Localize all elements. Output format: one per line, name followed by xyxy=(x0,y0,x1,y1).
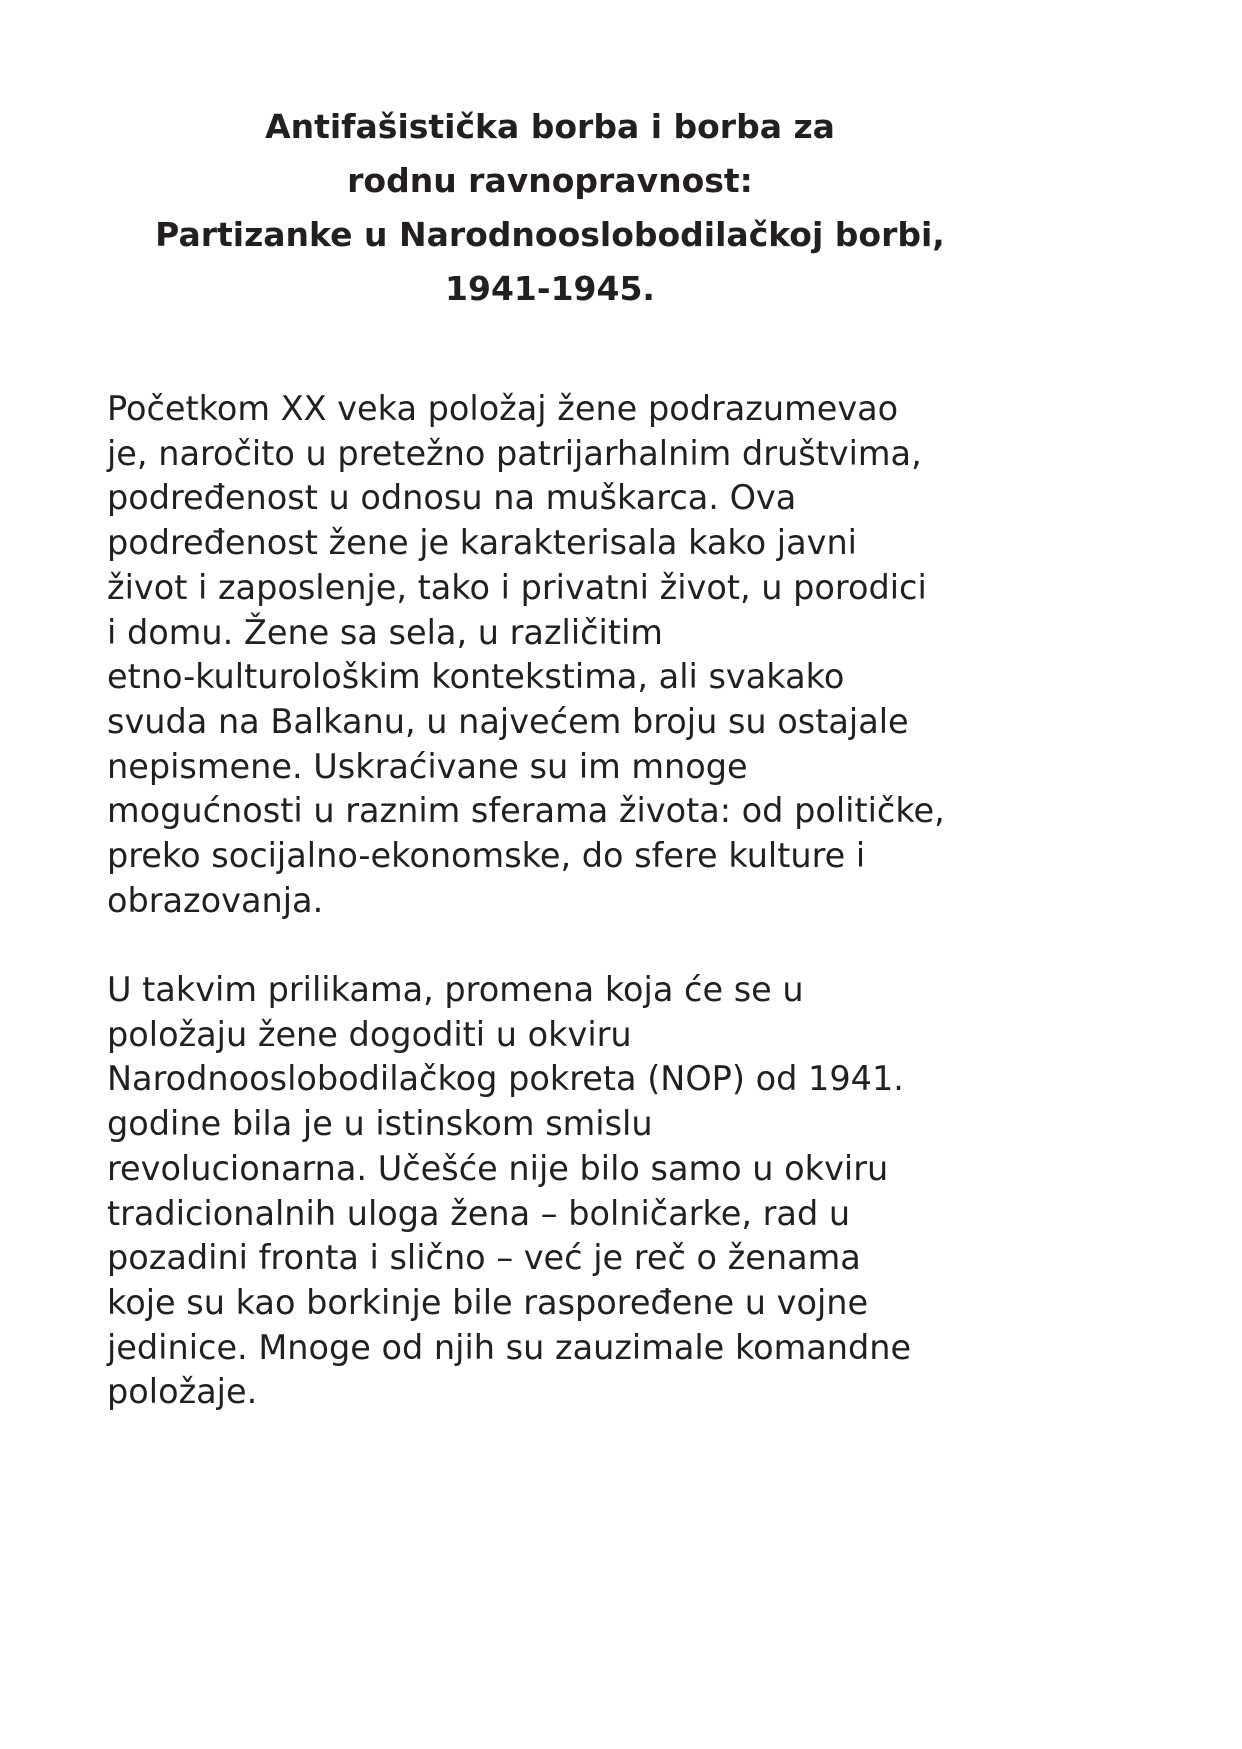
text-line: podređenost žene je karakterisala kako javni xyxy=(107,523,857,563)
text-line: svuda na Balkanu, u najvećem broju su ostajale xyxy=(107,701,909,741)
page-title xyxy=(60,100,1040,316)
text-line: podređenost u odnosu na muškarca. Ova xyxy=(107,478,797,518)
body-paragraph-1 xyxy=(107,387,1067,923)
text-line: život i zaposlenje, tako i privatni život, u porodici xyxy=(107,567,927,607)
title-line: Partizanke u Narodnooslobodilačkoj borbi, xyxy=(155,215,945,254)
text-line: revolucionarna. Učešće nije bilo samo u okviru xyxy=(107,1148,889,1188)
text-line: etno-kulturološkim kontekstima, ali svakako xyxy=(107,657,845,697)
text-line: preko socijalno-ekonomske, do sfere kulture i xyxy=(107,836,866,876)
title-line: rodnu ravnopravnost: xyxy=(347,161,753,200)
title-line: 1941-1945. xyxy=(445,269,655,308)
text-line: U takvim prilikama, promena koja će se u xyxy=(107,970,804,1009)
body-paragraph-2 xyxy=(107,968,1067,1415)
text-line: položaju žene dogoditi u okviru xyxy=(107,1014,632,1054)
text-line: pozadini fronta i slično – već je reč o ženama xyxy=(107,1238,861,1278)
text-line: i domu. Žene sa sela, u različitim xyxy=(107,612,663,652)
text-line: Narodnooslobodilačkog pokreta (NOP) od 1941. xyxy=(107,1059,904,1099)
text-line: mogućnosti u raznim sferama života: od političke, xyxy=(107,791,945,831)
text-line: je, naročito u pretežno patrijarhalnim društvima, xyxy=(107,433,922,473)
text-line: položaje. xyxy=(107,1372,258,1412)
text-line: koje su kao borkinje bile raspoređene u vojne xyxy=(107,1282,869,1322)
text-line: godine bila je u istinskom smislu xyxy=(107,1104,653,1144)
text-line: nepismene. Uskraćivane su im mnoge xyxy=(107,746,748,786)
text-line: tradicionalnih uloga žena – bolničarke, rad u xyxy=(107,1193,851,1233)
text-line: obrazovanja. xyxy=(107,880,324,920)
title-line: Antifašistička borba i borba za xyxy=(265,107,835,146)
text-line: jedinice. Mnoge od njih su zauzimale komandne xyxy=(107,1327,912,1367)
text-line: Početkom XX veka položaj žene podrazumevao xyxy=(107,389,899,428)
